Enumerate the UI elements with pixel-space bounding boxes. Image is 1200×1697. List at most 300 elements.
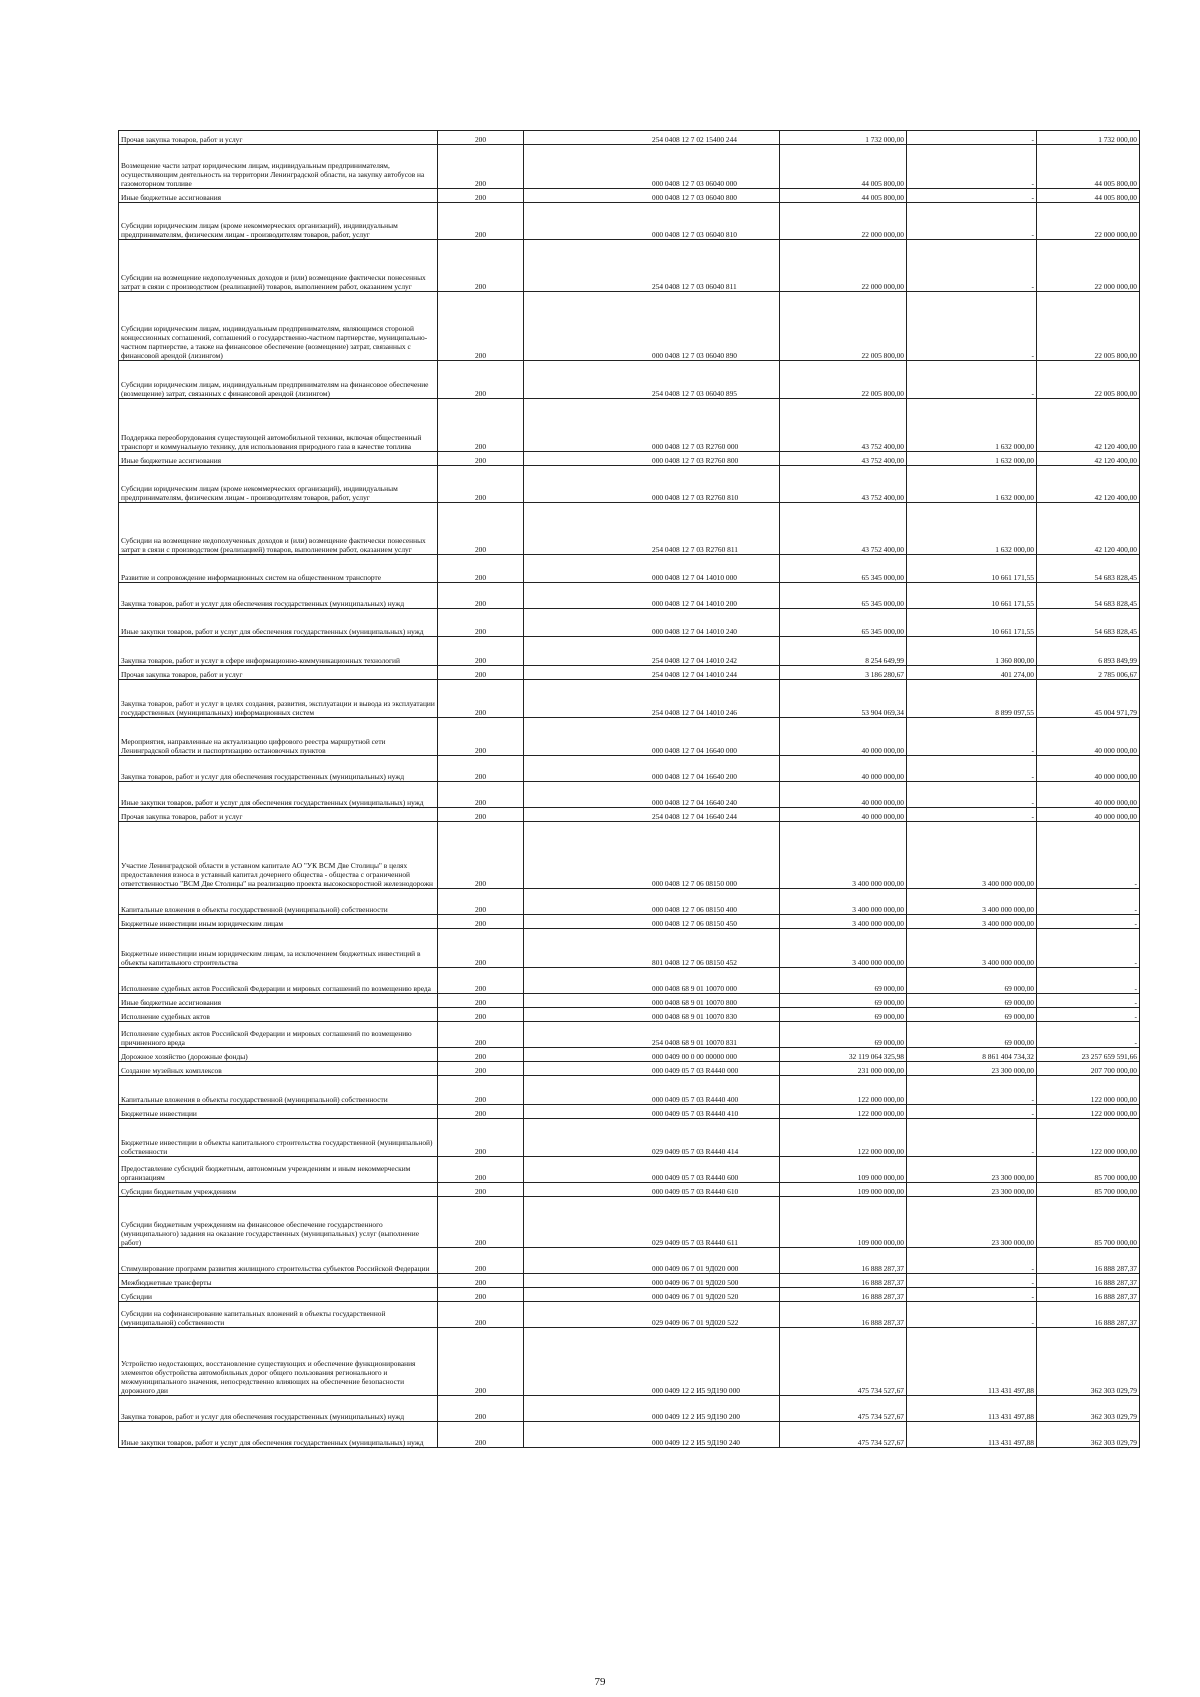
remaining-amount-cell: - — [1037, 968, 1140, 994]
executed-amount-cell: - — [907, 1248, 1037, 1274]
row-name-cell: Иные закупки товаров, работ и услуг для обеспечения государственных (муниципальных) нужд — [119, 1422, 438, 1448]
budget-classification-code-cell: 000 0408 68 9 01 10070 800 — [524, 994, 780, 1008]
line-code-cell: 200 — [438, 782, 524, 808]
budget-classification-code-cell: 000 0408 12 7 03 06040 000 — [524, 145, 780, 189]
budget-classification-code-cell: 000 0408 12 7 03 R2760 810 — [524, 466, 780, 503]
approved-amount-cell: 16 888 287,37 — [780, 1288, 907, 1302]
row-name-cell: Бюджетные инвестиции — [119, 1105, 438, 1119]
executed-amount-cell: 23 300 000,00 — [907, 1062, 1037, 1076]
approved-amount-cell: 40 000 000,00 — [780, 808, 907, 822]
line-code-cell: 200 — [438, 1119, 524, 1157]
budget-classification-code-cell: 000 0408 12 7 04 16640 000 — [524, 718, 780, 756]
row-name-cell: Капитальные вложения в объекты государственной (муниципальной) собственности — [119, 1076, 438, 1105]
approved-amount-cell: 22 005 800,00 — [780, 292, 907, 361]
row-name-cell: Возмещение части затрат юридическим лицам, индивидуальным предпринимателям, осуществляющим деятельность на территории Ленинградской области, на закупку автобусов на газомоторном топливе — [119, 145, 438, 189]
executed-amount-cell: 69 000,00 — [907, 968, 1037, 994]
table-row — [119, 915, 1140, 929]
table-row — [119, 889, 1140, 915]
executed-amount-cell: 1 632 000,00 — [907, 452, 1037, 466]
executed-amount-cell: 401 274,00 — [907, 666, 1037, 680]
table-row — [119, 145, 1140, 189]
table-row — [119, 240, 1140, 292]
executed-amount-cell: 69 000,00 — [907, 1008, 1037, 1022]
executed-amount-cell: - — [907, 1288, 1037, 1302]
budget-classification-code-cell: 000 0408 12 7 03 R2760 000 — [524, 399, 780, 452]
remaining-amount-cell: - — [1037, 822, 1140, 889]
remaining-amount-cell: 85 700 000,00 — [1037, 1197, 1140, 1248]
approved-amount-cell: 109 000 000,00 — [780, 1183, 907, 1197]
remaining-amount-cell: 22 000 000,00 — [1037, 203, 1140, 240]
approved-amount-cell: 3 186 280,67 — [780, 666, 907, 680]
budget-classification-code-cell: 000 0408 12 7 04 16640 200 — [524, 756, 780, 782]
row-name-cell: Субсидии юридическим лицам, индивидуальным предпринимателям, являющимся стороной концессионных соглашений, соглашений о государственно-частном партнерстве, муниципально-частном партнерстве, а также на финансовое обеспечение (возмещение) затрат, связанных с финансовой арендой (лизингом) — [119, 292, 438, 361]
budget-classification-code-cell: 254 0408 12 7 04 14010 244 — [524, 666, 780, 680]
line-code-cell: 200 — [438, 1396, 524, 1422]
row-name-cell: Иные закупки товаров, работ и услуг для обеспечения государственных (муниципальных) нужд — [119, 782, 438, 808]
approved-amount-cell: 32 119 064 325,98 — [780, 1048, 907, 1062]
budget-classification-code-cell: 000 0408 12 7 04 16640 240 — [524, 782, 780, 808]
executed-amount-cell: 23 300 000,00 — [907, 1157, 1037, 1183]
table-row — [119, 1183, 1140, 1197]
table-row — [119, 583, 1140, 609]
line-code-cell: 200 — [438, 609, 524, 637]
approved-amount-cell: 3 400 000 000,00 — [780, 915, 907, 929]
row-name-cell: Дорожное хозяйство (дорожные фонды) — [119, 1048, 438, 1062]
line-code-cell: 200 — [438, 1048, 524, 1062]
budget-classification-code-cell: 000 0408 12 7 03 06040 800 — [524, 189, 780, 203]
budget-classification-code-cell: 000 0409 00 0 00 00000 000 — [524, 1048, 780, 1062]
remaining-amount-cell: 42 120 400,00 — [1037, 399, 1140, 452]
executed-amount-cell: - — [907, 203, 1037, 240]
table-row — [119, 609, 1140, 637]
approved-amount-cell: 69 000,00 — [780, 1022, 907, 1048]
row-name-cell: Закупка товаров, работ и услуг для обеспечения государственных (муниципальных) нужд — [119, 583, 438, 609]
executed-amount-cell: 23 300 000,00 — [907, 1197, 1037, 1248]
budget-classification-code-cell: 000 0408 12 7 06 08150 450 — [524, 915, 780, 929]
table-row — [119, 466, 1140, 503]
remaining-amount-cell: 54 683 828,45 — [1037, 583, 1140, 609]
approved-amount-cell: 40 000 000,00 — [780, 756, 907, 782]
row-name-cell: Иные бюджетные ассигнования — [119, 452, 438, 466]
executed-amount-cell: 3 400 000 000,00 — [907, 822, 1037, 889]
row-name-cell: Субсидии юридическим лицам, индивидуальным предпринимателям на финансовое обеспечение (возмещение) затрат, связанных с финансовой арендой (лизингом) — [119, 361, 438, 399]
remaining-amount-cell: 42 120 400,00 — [1037, 503, 1140, 555]
budget-classification-code-cell: 000 0408 68 9 01 10070 830 — [524, 1008, 780, 1022]
remaining-amount-cell: 22 005 800,00 — [1037, 292, 1140, 361]
budget-classification-code-cell: 254 0408 12 7 03 06040 811 — [524, 240, 780, 292]
budget-classification-code-cell: 029 0409 05 7 03 R4440 414 — [524, 1119, 780, 1157]
approved-amount-cell: 65 345 000,00 — [780, 555, 907, 583]
approved-amount-cell: 475 734 527,67 — [780, 1328, 907, 1396]
table-row — [119, 1396, 1140, 1422]
table-row — [119, 555, 1140, 583]
remaining-amount-cell: 362 303 029,79 — [1037, 1328, 1140, 1396]
executed-amount-cell: - — [907, 1119, 1037, 1157]
line-code-cell: 200 — [438, 503, 524, 555]
remaining-amount-cell: 16 888 287,37 — [1037, 1248, 1140, 1274]
remaining-amount-cell: 6 893 849,99 — [1037, 637, 1140, 666]
table-row — [119, 1302, 1140, 1328]
row-name-cell: Закупка товаров, работ и услуг для обеспечения государственных (муниципальных) нужд — [119, 1396, 438, 1422]
table-row — [119, 1248, 1140, 1274]
row-name-cell: Иные закупки товаров, работ и услуг для обеспечения государственных (муниципальных) нужд — [119, 609, 438, 637]
line-code-cell: 200 — [438, 1422, 524, 1448]
remaining-amount-cell: 22 000 000,00 — [1037, 240, 1140, 292]
row-name-cell: Субсидии на возмещение недополученных доходов и (или) возмещение фактически понесенных затрат в связи с производством (реализацией) товаров, выполнением работ, оказанием услуг — [119, 240, 438, 292]
row-name-cell: Прочая закупка товаров, работ и услуг — [119, 131, 438, 145]
line-code-cell: 200 — [438, 1274, 524, 1288]
table-body — [119, 131, 1140, 1448]
budget-classification-code-cell: 000 0409 05 7 03 R4440 610 — [524, 1183, 780, 1197]
line-code-cell: 200 — [438, 583, 524, 609]
budget-classification-code-cell: 000 0408 12 7 04 14010 000 — [524, 555, 780, 583]
executed-amount-cell: 8 861 404 734,32 — [907, 1048, 1037, 1062]
table-row — [119, 1157, 1140, 1183]
approved-amount-cell: 8 254 649,99 — [780, 637, 907, 666]
row-name-cell: Развитие и сопровождение информационных систем на общественном транспорте — [119, 555, 438, 583]
approved-amount-cell: 3 400 000 000,00 — [780, 929, 907, 968]
table-row — [119, 1274, 1140, 1288]
remaining-amount-cell: - — [1037, 994, 1140, 1008]
budget-classification-code-cell: 029 0409 05 7 03 R4440 611 — [524, 1197, 780, 1248]
line-code-cell: 200 — [438, 555, 524, 583]
remaining-amount-cell: 207 700 000,00 — [1037, 1062, 1140, 1076]
executed-amount-cell: 3 400 000 000,00 — [907, 915, 1037, 929]
line-code-cell: 200 — [438, 808, 524, 822]
executed-amount-cell: 113 431 497,88 — [907, 1422, 1037, 1448]
budget-classification-code-cell: 254 0408 12 7 03 06040 895 — [524, 361, 780, 399]
budget-classification-code-cell: 029 0409 06 7 01 9Д020 522 — [524, 1302, 780, 1328]
line-code-cell: 200 — [438, 399, 524, 452]
approved-amount-cell: 43 752 400,00 — [780, 452, 907, 466]
executed-amount-cell: 10 661 171,55 — [907, 555, 1037, 583]
line-code-cell: 200 — [438, 889, 524, 915]
table-row — [119, 822, 1140, 889]
row-name-cell: Создание музейных комплексов — [119, 1062, 438, 1076]
table-row — [119, 292, 1140, 361]
row-name-cell: Исполнение судебных актов Российской Федерации и мировых соглашений по возмещению вреда — [119, 968, 438, 994]
line-code-cell: 200 — [438, 915, 524, 929]
line-code-cell: 200 — [438, 929, 524, 968]
executed-amount-cell: 10 661 171,55 — [907, 609, 1037, 637]
row-name-cell: Межбюджетные трансферты — [119, 1274, 438, 1288]
row-name-cell: Исполнение судебных актов Российской Федерации и мировых соглашений по возмещению причиненного вреда — [119, 1022, 438, 1048]
remaining-amount-cell: 45 004 971,79 — [1037, 680, 1140, 718]
row-name-cell: Субсидии на возмещение недополученных доходов и (или) возмещение фактически понесенных затрат в связи с производством (реализацией) товаров, выполнением работ, оказанием услуг — [119, 503, 438, 555]
table-row — [119, 1328, 1140, 1396]
line-code-cell: 200 — [438, 756, 524, 782]
approved-amount-cell: 43 752 400,00 — [780, 466, 907, 503]
budget-classification-code-cell: 000 0409 06 7 01 9Д020 000 — [524, 1248, 780, 1274]
approved-amount-cell: 65 345 000,00 — [780, 609, 907, 637]
line-code-cell: 200 — [438, 1248, 524, 1274]
table-row — [119, 189, 1140, 203]
line-code-cell: 200 — [438, 1288, 524, 1302]
executed-amount-cell: 113 431 497,88 — [907, 1328, 1037, 1396]
budget-classification-code-cell: 000 0409 05 7 03 R4440 600 — [524, 1157, 780, 1183]
approved-amount-cell: 69 000,00 — [780, 1008, 907, 1022]
line-code-cell: 200 — [438, 292, 524, 361]
row-name-cell: Иные бюджетные ассигнования — [119, 994, 438, 1008]
budget-classification-code-cell: 801 0408 12 7 06 08150 452 — [524, 929, 780, 968]
table-row — [119, 1422, 1140, 1448]
approved-amount-cell: 1 732 000,00 — [780, 131, 907, 145]
approved-amount-cell: 475 734 527,67 — [780, 1396, 907, 1422]
approved-amount-cell: 65 345 000,00 — [780, 583, 907, 609]
remaining-amount-cell: 40 000 000,00 — [1037, 756, 1140, 782]
table-row — [119, 637, 1140, 666]
budget-classification-code-cell: 000 0409 12 2 И5 9Д190 000 — [524, 1328, 780, 1396]
row-name-cell: Предоставление субсидий бюджетным, автономным учреждениям и иным некоммерческим организациям — [119, 1157, 438, 1183]
executed-amount-cell: - — [907, 361, 1037, 399]
remaining-amount-cell: 122 000 000,00 — [1037, 1119, 1140, 1157]
executed-amount-cell: 8 899 097,55 — [907, 680, 1037, 718]
remaining-amount-cell: 85 700 000,00 — [1037, 1183, 1140, 1197]
table-row — [119, 782, 1140, 808]
budget-execution-table — [118, 130, 1140, 1448]
line-code-cell: 200 — [438, 637, 524, 666]
remaining-amount-cell: 16 888 287,37 — [1037, 1288, 1140, 1302]
budget-classification-code-cell: 000 0408 12 7 06 08150 000 — [524, 822, 780, 889]
table-row — [119, 361, 1140, 399]
line-code-cell: 200 — [438, 1302, 524, 1328]
row-name-cell: Иные бюджетные ассигнования — [119, 189, 438, 203]
budget-classification-code-cell: 000 0408 12 7 06 08150 400 — [524, 889, 780, 915]
line-code-cell: 200 — [438, 1183, 524, 1197]
row-name-cell: Мероприятия, направленные на актуализацию цифрового реестра маршрутной сети Ленинградской области и паспортизацию остановочных пунктов — [119, 718, 438, 756]
line-code-cell: 200 — [438, 1076, 524, 1105]
approved-amount-cell: 43 752 400,00 — [780, 399, 907, 452]
approved-amount-cell: 16 888 287,37 — [780, 1274, 907, 1288]
row-name-cell: Поддержка переоборудования существующей автомобильной техники, включая общественный транспорт и коммунальную технику, для использования природного газа в качестве топлива — [119, 399, 438, 452]
table-row — [119, 994, 1140, 1008]
table-row — [119, 666, 1140, 680]
page-number: 79 — [594, 1676, 606, 1688]
approved-amount-cell: 109 000 000,00 — [780, 1197, 907, 1248]
line-code-cell: 200 — [438, 203, 524, 240]
remaining-amount-cell: - — [1037, 929, 1140, 968]
remaining-amount-cell: 122 000 000,00 — [1037, 1076, 1140, 1105]
row-name-cell: Бюджетные инвестиции в объекты капитального строительства государственной (муниципальной) собственности — [119, 1119, 438, 1157]
approved-amount-cell: 44 005 800,00 — [780, 189, 907, 203]
executed-amount-cell: - — [907, 189, 1037, 203]
table-row — [119, 452, 1140, 466]
table-row — [119, 131, 1140, 145]
budget-classification-code-cell: 000 0408 68 9 01 10070 000 — [524, 968, 780, 994]
row-name-cell: Субсидии юридическим лицам (кроме некоммерческих организаций), индивидуальным предпринимателям, физическим лицам - производителям товаров, работ, услуг — [119, 466, 438, 503]
remaining-amount-cell: 54 683 828,45 — [1037, 555, 1140, 583]
row-name-cell: Капитальные вложения в объекты государственной (муниципальной) собственности — [119, 889, 438, 915]
row-name-cell: Субсидии на софинансирование капитальных вложений в объекты государственной (муниципальной) собственности — [119, 1302, 438, 1328]
line-code-cell: 200 — [438, 145, 524, 189]
executed-amount-cell: 3 400 000 000,00 — [907, 929, 1037, 968]
row-name-cell: Закупка товаров, работ и услуг в сфере информационно-коммуникационных технологий — [119, 637, 438, 666]
executed-amount-cell: 1 632 000,00 — [907, 503, 1037, 555]
row-name-cell: Участие Ленинградской области в уставном капитале АО "УК ВСМ Две Столицы" в целях предоставления взноса в уставный капитал дочернего общества - общества с ограниченной ответственностью "ВСМ Две Столицы" на реализацию проекта высокоскоростной железнодорожн — [119, 822, 438, 889]
executed-amount-cell: - — [907, 756, 1037, 782]
line-code-cell: 200 — [438, 1062, 524, 1076]
approved-amount-cell: 109 000 000,00 — [780, 1157, 907, 1183]
executed-amount-cell: 23 300 000,00 — [907, 1183, 1037, 1197]
budget-classification-code-cell: 000 0408 12 7 03 R2760 800 — [524, 452, 780, 466]
table-row — [119, 399, 1140, 452]
executed-amount-cell: 1 360 800,00 — [907, 637, 1037, 666]
remaining-amount-cell: - — [1037, 915, 1140, 929]
approved-amount-cell: 40 000 000,00 — [780, 782, 907, 808]
approved-amount-cell: 53 904 069,34 — [780, 680, 907, 718]
executed-amount-cell: - — [907, 718, 1037, 756]
table-row — [119, 203, 1140, 240]
line-code-cell: 200 — [438, 1197, 524, 1248]
line-code-cell: 200 — [438, 666, 524, 680]
remaining-amount-cell: 40 000 000,00 — [1037, 718, 1140, 756]
row-name-cell: Прочая закупка товаров, работ и услуг — [119, 666, 438, 680]
executed-amount-cell: - — [907, 131, 1037, 145]
budget-classification-code-cell: 000 0409 06 7 01 9Д020 500 — [524, 1274, 780, 1288]
remaining-amount-cell: - — [1037, 1022, 1140, 1048]
table-row — [119, 1119, 1140, 1157]
budget-classification-code-cell: 000 0409 05 7 03 R4440 400 — [524, 1076, 780, 1105]
remaining-amount-cell: 22 005 800,00 — [1037, 361, 1140, 399]
row-name-cell: Исполнение судебных актов — [119, 1008, 438, 1022]
line-code-cell: 200 — [438, 680, 524, 718]
budget-classification-code-cell: 254 0408 12 7 03 R2760 811 — [524, 503, 780, 555]
remaining-amount-cell: 16 888 287,37 — [1037, 1302, 1140, 1328]
remaining-amount-cell: 44 005 800,00 — [1037, 145, 1140, 189]
row-name-cell: Устройство недостающих, восстановление существующих и обеспечение функционирования элементов обустройства автомобильных дорог общего пользования регионального и межмуниципального значения, непосредственно влияющих на обеспечение безопасности дорожного дви — [119, 1328, 438, 1396]
remaining-amount-cell: 362 303 029,79 — [1037, 1422, 1140, 1448]
table-row — [119, 1197, 1140, 1248]
table-row — [119, 968, 1140, 994]
approved-amount-cell: 22 000 000,00 — [780, 203, 907, 240]
approved-amount-cell: 122 000 000,00 — [780, 1076, 907, 1105]
remaining-amount-cell: 2 785 006,67 — [1037, 666, 1140, 680]
approved-amount-cell: 231 000 000,00 — [780, 1062, 907, 1076]
remaining-amount-cell: 40 000 000,00 — [1037, 782, 1140, 808]
row-name-cell: Стимулирование программ развития жилищного строительства субъектов Российской Федерации — [119, 1248, 438, 1274]
table-row — [119, 718, 1140, 756]
executed-amount-cell: - — [907, 808, 1037, 822]
line-code-cell: 200 — [438, 452, 524, 466]
remaining-amount-cell: 1 732 000,00 — [1037, 131, 1140, 145]
budget-classification-code-cell: 000 0409 05 7 03 R4440 000 — [524, 1062, 780, 1076]
executed-amount-cell: 69 000,00 — [907, 1022, 1037, 1048]
approved-amount-cell: 122 000 000,00 — [780, 1105, 907, 1119]
approved-amount-cell: 69 000,00 — [780, 994, 907, 1008]
row-name-cell: Субсидии бюджетным учреждениям — [119, 1183, 438, 1197]
table-row — [119, 1288, 1140, 1302]
table-row — [119, 1022, 1140, 1048]
row-name-cell: Закупка товаров, работ и услуг в целях создания, развития, эксплуатации и вывода из эксплуатации государственных (муниципальных) информационных систем — [119, 680, 438, 718]
approved-amount-cell: 43 752 400,00 — [780, 503, 907, 555]
line-code-cell: 200 — [438, 994, 524, 1008]
row-name-cell: Субсидии бюджетным учреждениям на финансовое обеспечение государственного (муниципального) задания на оказание государственных (муниципальных) услуг (выполнение работ) — [119, 1197, 438, 1248]
table-row — [119, 1062, 1140, 1076]
remaining-amount-cell: 42 120 400,00 — [1037, 466, 1140, 503]
approved-amount-cell: 40 000 000,00 — [780, 718, 907, 756]
line-code-cell: 200 — [438, 361, 524, 399]
line-code-cell: 200 — [438, 240, 524, 292]
executed-amount-cell: - — [907, 1105, 1037, 1119]
line-code-cell: 200 — [438, 466, 524, 503]
remaining-amount-cell: 44 005 800,00 — [1037, 189, 1140, 203]
approved-amount-cell: 3 400 000 000,00 — [780, 822, 907, 889]
approved-amount-cell: 16 888 287,37 — [780, 1248, 907, 1274]
executed-amount-cell: 1 632 000,00 — [907, 399, 1037, 452]
executed-amount-cell: - — [907, 1076, 1037, 1105]
budget-classification-code-cell: 000 0408 12 7 04 14010 240 — [524, 609, 780, 637]
budget-classification-code-cell: 000 0409 06 7 01 9Д020 520 — [524, 1288, 780, 1302]
budget-classification-code-cell: 254 0408 68 9 01 10070 831 — [524, 1022, 780, 1048]
approved-amount-cell: 22 000 000,00 — [780, 240, 907, 292]
executed-amount-cell: 1 632 000,00 — [907, 466, 1037, 503]
row-name-cell: Прочая закупка товаров, работ и услуг — [119, 808, 438, 822]
budget-classification-code-cell: 254 0408 12 7 02 15400 244 — [524, 131, 780, 145]
table-row — [119, 503, 1140, 555]
budget-classification-code-cell: 000 0408 12 7 03 06040 810 — [524, 203, 780, 240]
table-row — [119, 1105, 1140, 1119]
executed-amount-cell: 69 000,00 — [907, 994, 1037, 1008]
budget-classification-code-cell: 254 0408 12 7 04 14010 246 — [524, 680, 780, 718]
executed-amount-cell: - — [907, 782, 1037, 808]
line-code-cell: 200 — [438, 189, 524, 203]
budget-classification-code-cell: 000 0409 12 2 И5 9Д190 200 — [524, 1396, 780, 1422]
executed-amount-cell: - — [907, 145, 1037, 189]
remaining-amount-cell: - — [1037, 889, 1140, 915]
remaining-amount-cell: 40 000 000,00 — [1037, 808, 1140, 822]
remaining-amount-cell: 85 700 000,00 — [1037, 1157, 1140, 1183]
budget-classification-code-cell: 000 0408 12 7 04 14010 200 — [524, 583, 780, 609]
row-name-cell: Субсидии — [119, 1288, 438, 1302]
remaining-amount-cell: - — [1037, 1008, 1140, 1022]
executed-amount-cell: 10 661 171,55 — [907, 583, 1037, 609]
line-code-cell: 200 — [438, 822, 524, 889]
budget-classification-code-cell: 254 0408 12 7 04 16640 244 — [524, 808, 780, 822]
remaining-amount-cell: 42 120 400,00 — [1037, 452, 1140, 466]
row-name-cell: Субсидии юридическим лицам (кроме некоммерческих организаций), индивидуальным предпринимателям, физическим лицам - производителям товаров, работ, услуг — [119, 203, 438, 240]
row-name-cell: Бюджетные инвестиции иным юридическим лицам, за исключением бюджетных инвестиций в объекты капитального строительства — [119, 929, 438, 968]
line-code-cell: 200 — [438, 1105, 524, 1119]
remaining-amount-cell: 122 000 000,00 — [1037, 1105, 1140, 1119]
line-code-cell: 200 — [438, 1328, 524, 1396]
executed-amount-cell: - — [907, 1302, 1037, 1328]
row-name-cell: Закупка товаров, работ и услуг для обеспечения государственных (муниципальных) нужд — [119, 756, 438, 782]
budget-classification-code-cell: 254 0408 12 7 04 14010 242 — [524, 637, 780, 666]
approved-amount-cell: 3 400 000 000,00 — [780, 889, 907, 915]
budget-classification-code-cell: 000 0409 12 2 И5 9Д190 240 — [524, 1422, 780, 1448]
executed-amount-cell: - — [907, 292, 1037, 361]
approved-amount-cell: 69 000,00 — [780, 968, 907, 994]
line-code-cell: 200 — [438, 1022, 524, 1048]
executed-amount-cell: 3 400 000 000,00 — [907, 889, 1037, 915]
table-row — [119, 1008, 1140, 1022]
remaining-amount-cell: 54 683 828,45 — [1037, 609, 1140, 637]
row-name-cell: Бюджетные инвестиции иным юридическим лицам — [119, 915, 438, 929]
line-code-cell: 200 — [438, 1157, 524, 1183]
line-code-cell: 200 — [438, 131, 524, 145]
remaining-amount-cell: 16 888 287,37 — [1037, 1274, 1140, 1288]
approved-amount-cell: 44 005 800,00 — [780, 145, 907, 189]
approved-amount-cell: 122 000 000,00 — [780, 1119, 907, 1157]
line-code-cell: 200 — [438, 968, 524, 994]
approved-amount-cell: 22 005 800,00 — [780, 361, 907, 399]
approved-amount-cell: 475 734 527,67 — [780, 1422, 907, 1448]
line-code-cell: 200 — [438, 718, 524, 756]
executed-amount-cell: - — [907, 1274, 1037, 1288]
table-row — [119, 756, 1140, 782]
table-row — [119, 929, 1140, 968]
table-row — [119, 680, 1140, 718]
